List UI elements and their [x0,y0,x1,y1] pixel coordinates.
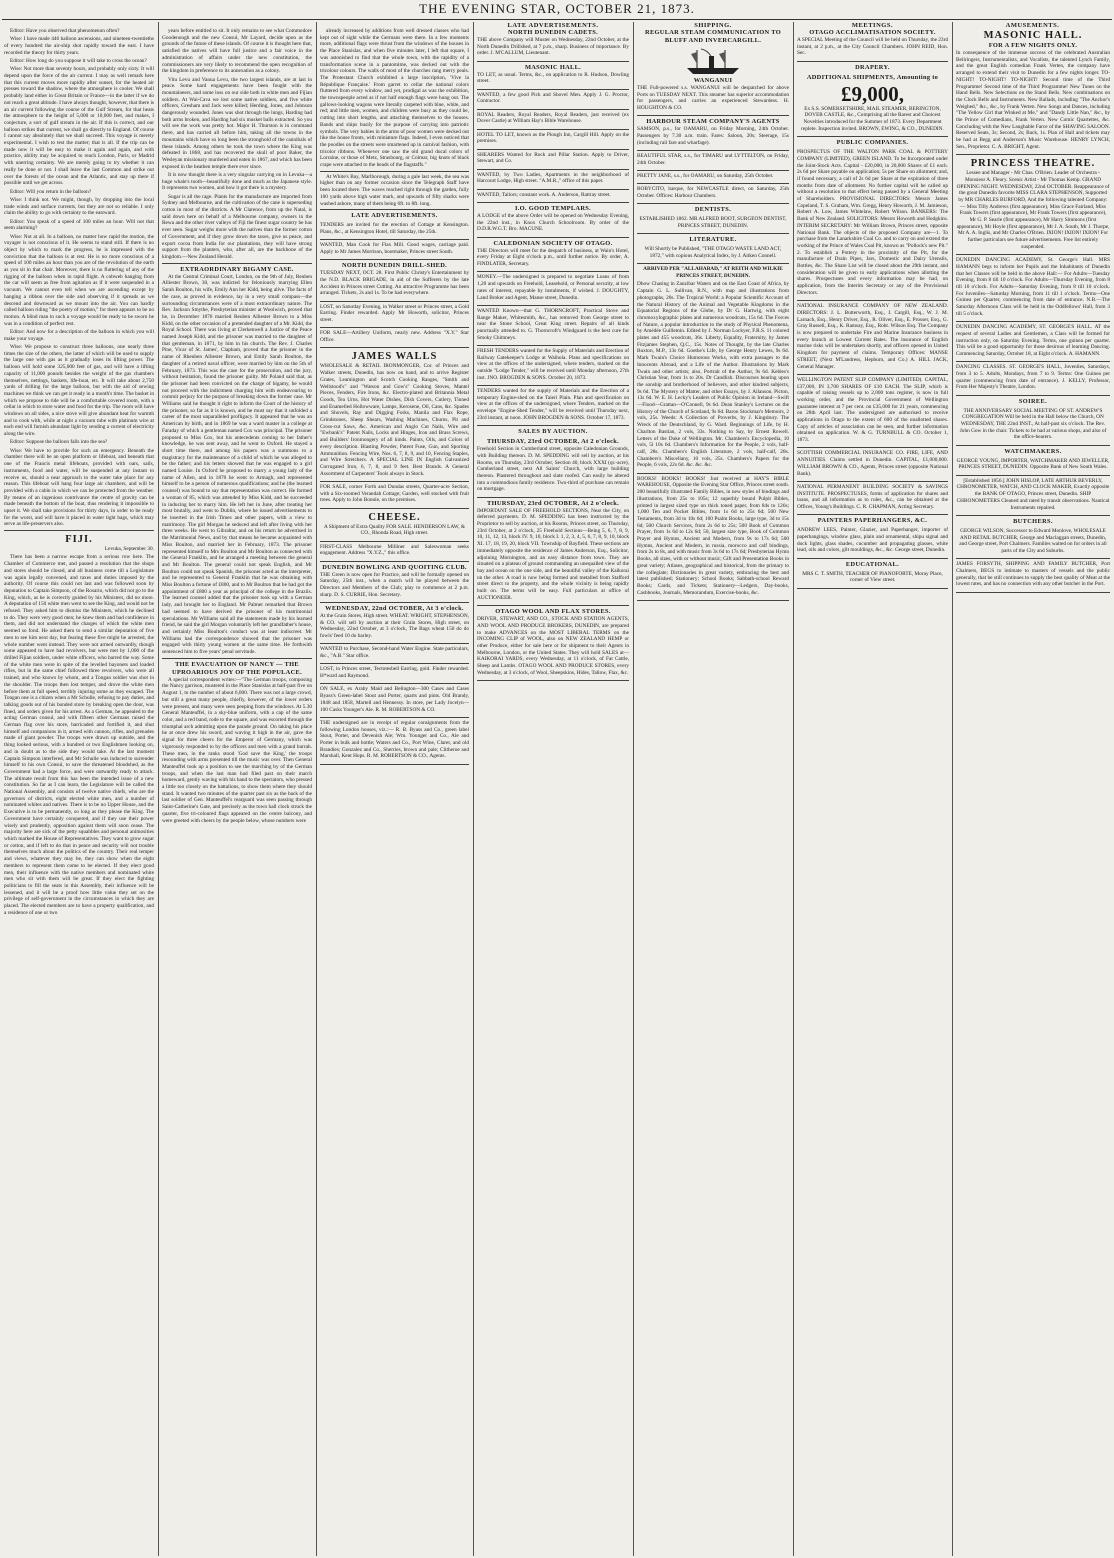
column-rule [473,22,474,1556]
column-6 [797,28,948,1556]
advertisement [320,543,469,562]
ad-text: WELLINGTON PATENT SLIP COMPANY (LIMITED). CAPITAL, £37,000, IN 3,700 SHARES OF £10 EACH. The SLIP, which is capable of raising vessels up to 2,000 tons register, is now in full working order, and the Provincial Government of Wellington guarantee interest at 7 per cent. on £35,000 for 21 years, commencing on 28th April last. The undersigned are authorised to receive applications in Otago to the extent of 600 of the unallotted shares. Copy of articles of association can be seen, and further information obtained on application. W. & G. TURNBULL & CO. October 1, 1873. [797,376,948,444]
educational-heading: EDUCATIONAL. [845,560,900,568]
ad-title: PRINCESS THEATRE. [970,158,1096,170]
ad-text: Lessee and Manager - Mr Chas. O'Brien. Leader of Orchestra - Monsieur A. Fleury. Scenic Artist - Mr Thomas Kemp. GRAND OPENING NIGHT. WEDNESDAY, 22nd OCTOBER. Reappearance of the great Dunedin favorite MISS CLARA STEPHENSON, Supported by MR CHARLES BURFORD, And the following talented Company:— Miss Tilly Andrews (first appearance), Miss Grace Fairland, Miss Frank Towers (first appearance), Mr Frank Towers (first appearance), Mr G. P. Searle (first appearance), Mr Harry Simmons (first appearance), Mr Hoyle (first appearance), Mr J. A. South, Mr J. Thorpe, Mr A. A. Inglis, and Mr Charles O'Brien. IXION! IXION! IXION! For further particulars see future advertisements. Free list entirely suspended. [956,170,1110,250]
advertisement [320,329,469,348]
advertisement [637,172,789,184]
ad-title: CALEDONIAN SOCIETY OF OTAGO. [493,239,613,247]
ad-text: JAMES FORSYTH, SHIPPING AND FAMILY BUTCHER, Port Chalmers, BEGS to intimate to masters of vessels and the public generally, that he still continues to supply the best quality of Meat at the lowest rates, and has no connection with any other butcher in the Port. [956,561,1110,588]
masthead-rule [2,19,1112,20]
ad-text: BOOKS! BOOKS! BOOKS! Just received at HAY'S BIBLE WAREHOUSE, Opposite the Evening Star Office, Princes street south. 200 beautifully illustrated Family Bibles, in new styles of bindings and illustrations, from 25s to 105s; 12 superbly bound Pulpit Bibles, printed in largest sized type on thick toned paper, from 84s to 126s; 1,000 Ten and Pocket Bibles, from 1s 6d to 25s 6d; 500 New Testaments, from 3d to 10s 6d; 100 Psalm Books, large type, 3d to 15s 6d; 500 Church Services, from 2s 6d to 25s; 500 Book of Common Prayer, from 1s 6d to 12s 6d; 50, largest size type, Book of Common Prayer and Hymns, Ancient and Modern, from 9s to 17s 6d; 500 Hymns, Ancient and Modern, in russia, morocco and calf bindings, from 2s to 8s, and with music from 3s 6d to 17s 6d; Presbyterian Hymn Books, all sizes, with or without music; Gift and Presentation Books in great variety; Atlases, geographical and historical, from the primary to the collegiate; Dictionaries in great variety, embracing the best and latest published; Stationery; School Books; Sabbath-school Reward Books; Cards, and Tickets; Stationery—Ledgers, Day-books, Cashbooks, Journals, Memorandum, Exercise-books, &c. [637,475,789,596]
ad-title: NORTH DUNEDIN CADETS. [507,29,599,36]
ad-text: SAMSON, p.s., for OAMARU, on Friday Morning, 24th October. Passengers by 7.30 a.m. train. Fares: Saloon, 20s; Steerage, 15s (including rail fare and wharfage). [637,126,789,146]
advertisement [637,215,789,234]
ad-title: OTAGO ACCLIMATISATION SOCIETY. [809,29,936,36]
column-4 [477,28,629,1556]
article-paragraph: At White's Bay, Marlborough, during a gale last week, the sea was higher than on any former occasion since the Telegraph Staff have been located there. The waves reached right through the garden, fully 100 yards above high water mark, and upwards of fifty sharks were washed ashore, many of them being 6ft. to 8ft. long. [320,173,469,207]
advertisement [797,570,948,589]
advertisement [477,28,629,62]
ship-name: WANGANUI [693,77,733,84]
ad-text: FOR SALE, corner Forth and Dundas streets, Quarter-acre Section, with a Six-roomed Verandah Cottage; Garden, well stocked with fruit trees. Apply to John Bonnie, on the premises. [320,483,469,504]
ad-title: CHEESE. [368,511,421,523]
advertisement [637,265,789,473]
advertisement [320,665,469,684]
article-paragraph: It is now thought there is a very singular carrying on in Levuka—a huge whale's tooth—beautifully done and much as the Japanese style. It represents two women, and how it got there is a mystery. [162,171,312,192]
ad-text: DUNEDIN DANCING ACADEMY, St. George's Hall. MRS HAMANN begs to inform her Pupils and the Inhabitants of Dunedin that her Classes will be held in the above Hall:— For Adults—Tuesday Evening, from 8 till 10 o'clock. For Adults—Thursday Evening, from 8 till 10 o'clock. For Adults—Saturday Evening, from 8 till 10 o'clock. For Juveniles—Saturday Morning, from 11 till 1 o'clock. Terms—One Guinea per Quarter, commencing from date of entrance. N.B.—The Saturday Afternoon Class will be held in the Oddfellows' Hall, from 3 till 5 o'clock. [956,257,1110,317]
bigamy-title: EXTRAORDINARY BIGAMY CASE. [180,265,294,273]
column-rule [316,22,317,1556]
article-paragraph: Editor: Will you return in the balloon? [10,188,92,195]
ad-text: BOBYCITO, barque, for NEWCASTLE direct, on Saturday, 25th October. Offices: Harbour Chambers. [637,186,789,200]
advertisement [956,323,1110,362]
shipping-header: SHIPPING. [694,22,732,29]
ad-text: SCOTTISH COMMERCIAL INSURANCE CO. FIRE, LIFE, AND ANNUITIES. Claims settled in Dunedin. CAPITAL, £1,000,000. WILLIAM BROWN & CO., Agents, Princes street (opposite National Bank). [797,450,948,477]
ad-text: LOST, in Princes street, Tectotesbell Earring, gold. Finder rewarded. H*ward and Raymond. [320,666,469,680]
advertisement [320,719,469,765]
public-companies-heading: PUBLIC COMPANIES. [836,139,909,147]
ad-text: IMPORTANT SALE OF FREEHOLD SECTIONS, Near the City, on deferred payments. D. M. SPEDDING has been instructed by the Proprietor to sell by auction, at his Rooms, Princes street, on Thursday, 23rd October, at 2 o'clock, 25 Freehold Sections—Being 5, 6, 7, 8, 9, 10, 11, 12, 13, block IV. 9, 10, block I. 1, 2, 3, 4, 5, 6, 7, 8, 9, 10, block XI. 17, 18, 19, 20, block VII. Township of Bayfield. These sections are immediately opposite the residence of James Anderson, Esq., Solicitor, adjoining Mornington, and an easy distance from town. They are situated on a plateau of ground commanding an unequalled view of the bay and ocean on the one side, and the beautiful valley of the Kaikorai on the other. A road is now being formed and metalled from Stafford street direct to the property, and the whole vicinity is being rapidly built on. The terms will be easy. Full particulars at office of AUCTIONEER. [477,507,629,601]
article-paragraph: Editor: Have you observed that phenomenon often? [10,28,120,34]
literature-heading: LITERATURE. [689,236,737,244]
advertisement [477,273,629,305]
dentists-heading: DENTISTS. [694,206,732,214]
ad-text: DUNEDIN DANCING ACADEMY, ST. GEORGE'S HALL. AT the request of several Ladies and Gentlemen, a Class will be formed for instruction only, on Saturday Evening. Terms, one guinea per quarter. This will be a good opportunity for those desirous of learning Dancing. Commencing Saturday, October 18, at Eight o'clock. A. HAMANN. [956,324,1110,357]
ad-text: WHOLESALE & RETAIL IRONMONGER, Cor. of Princes and Walker streets, Dunedin, has now on hand, and to arrive Register Grates, Leamington and Scotch Cooking Ranges, "Smith and Wellstood's" and "Watson and Gow's" Cooking Stoves, Mantel Pieces, Fenders, Fire Irons, &c. Electro-plated and Britannia Metal Goods, Tea Urns, Hot Water Dishes, Dish Covers, Cutlery, Tinned and Enamelled Hollowware, Lamps, Kerosene, Oil, Cans, &c. Spades and Shovels, Ray and Digging Forks, Manila and Flax Rope, Grindstones, Sheep Shears, Washing Machines, Churns, Pit and Cross-cut Saws, &c. American and Anglo Cut Nails, Wire and "Ewbank's" Patent Nails, Locks and Hinges, Iron and Brass Screws, and Builders' Ironmongery of all kinds. Paints, Oils, and Colors of every description. Blasting Powder, Patent Fuse, Gun, and Sporting Ammunition. Fencing Wire, Nos. 6, 7, 8, 9, and 10, Fencing Staples, and Wire Stretchers. A SPECIAL LINE IN English Galvanized Corrugated Iron, 6, 7, 8, and 9 feet. Best Brands. A General Assortment of Carpenters' Tools always in Stock. [320,363,469,477]
article-paragraph: years before entitled to sit. It only remains to see what Commodore Goodenough and the new Consul, Mr Layard, decide upon as the grounds of the future of these islands. Of course it is thought here that, satisfied the natives will have full justice and a fair voice in the administration of affairs under the new constitution, the commissioners are very likely to recommend the open recognition of the kingdom in preference to its annexation as a colony. [162,28,312,75]
advertisement [797,483,948,515]
ad-title: HARBOUR STEAM COMPANY'S AGENTS [646,118,780,126]
article-paragraph: Editor: Suppose the balloon falls into the sea? [10,439,108,446]
fiji-dateline: Levuka, September 30. [104,546,154,553]
fiji-title: FIJI. [65,534,93,546]
column-rule [633,22,634,1556]
column-rule [952,22,953,1556]
article-paragraph: Editor: How long do you suppose it will take to cross the ocean? [10,58,147,64]
advertisement [956,28,1110,155]
advertisement [797,28,948,62]
advertisement [637,152,789,171]
advertisement [477,499,629,606]
ad-text: PROSPECTUS OF THE WALTON PARK COAL & POTTERY COMPANY (LIMITED), GREEN ISLAND. To be Incorporated under the Joint-Stock Acts. Capital - £20,000, in 20,000 Shares of £1 each. 2s 6d per Share payable on application; 5s per Share on allotment; and, if found necessary, a call of 2s 6d per Share at the expiration of three months from date of allotment. No further capital will be called up without a resolution to that effect being passed by a General Meeting of Shareholders. PROVISIONAL DIRECTORS: Messrs James Copeland, T. S. Graham, Wm. Gregg, Henry Howorth, J. M. Jamieson, Robert A. Low, James Whitelaw, Robert Wilson. BANKERS: The Bank of New Zealand. SOLICITORS: Messrs Howorth and Hodgkins. INTERIM SECRETARY: Mr William Brown, Princes street, opposite National Bank. The objects of the proposed Company are—1. To purchase from the Lanarkshire Coal Co. and to carry on and extend the working of the Prince of Wales Coal Pit, known as "Pollock's new Pit." 2. To establish a Pottery in the proximity of the Pit, for the manufacture of Drain Pipes, Jars, Domestic and Dairy Utensils, Bottles, &c. The Share List will be closed about the 29th instant, and consideration will be given to early applications when allotting the shares. Prospectuses and every information may be had, on application, from the Interim Secretary or any of the Provisional Directors. [797,149,948,296]
divider [162,263,312,264]
ad-title: I.O. GOOD TEMPLARS. [514,205,592,212]
advertisement [320,221,469,240]
ad-subtitle: FOR A FEW NIGHTS ONLY. [988,42,1078,49]
ad-title: DUNEDIN BOWLING AND QUOITING CLUB. [322,563,467,571]
article-paragraph: Wise: Not more than seventy hours, and probably only sixty. It will depend upon the force of the air current. I may as well remark here that this current moves more rapidly after sunset, for the heated air presses toward the shadow, where the atmosphere is cooler. We shall probably land either in Great Britain or France—in the latter if we do not reach a great altitude. I have always thought, however, that there is an air current following the course of the Gulf Stream, for that heats the atmosphere to the height of 5,000 or 10,000 feet, and makes, I conjecture, a sort of gulf stream in the air. If this is correct, and our balloon strikes that current, we shall go directly to England. Of course I cannot say absolutely that we shall succeed. This voyage is merely experimental. I wish to test the matter; that is all. If the trip can be made now it will be easy to make it again and again, and with practice, ability may be acquired to reach London, Paris, or Madrid with unerring certainty. We are merely going to try whether it can really be done or not. I shall leave the last Common and strike out over the forests of the ocean and the Atlantic, and stay up there if possible until we get across. [4,66,154,187]
ad-text: ESTABLISHED 1862. MR ALFRED BOOT, SURGEON DENTIST, PRINCES STREET, DUNEDIN. [639,216,787,230]
advertisement [477,437,629,498]
advertisement [477,607,629,681]
watchmakers-heading: WATCHMAKERS. [1004,447,1062,455]
advertisement [320,349,469,482]
divider [320,171,469,172]
ad-text: GEORGE WILSON, Successor to Edward Monlove, WHOLESALE AND RETAIL BUTCHER, George and Maclaggan streets, Dunedin, and George street, Port Chalmers. Families waited on for orders in all parts of the City and Suburbs. [959,527,1107,554]
advertisement [320,510,469,542]
advertisement [797,73,948,137]
ad-text: ROYAL Readers, Royal Readers, Royal Readers, just received (ex Dover Castle) at William Hay's Bible Warehouse. [477,111,629,125]
advertisement [477,111,629,130]
ad-text: TENDERS are invited for the erection of Cottage at Kensington. Plans, &c., at Kensington Hotel, till Saturday, the 25th. [320,222,469,235]
butchers-heading: BUTCHERS. [1013,517,1053,525]
advertisement [320,563,469,603]
advertisement [477,204,629,238]
ad-title: REGULAR STEAM COMMUNICATION TO BLUFF AND INVERCARGILL. [645,29,781,44]
meetings-header: MEETINGS. [851,22,894,29]
advertisement [320,604,469,644]
advertisement [477,171,629,190]
auction-heading: SALES BY AUCTION. [518,428,588,436]
advertisement [956,477,1110,516]
ad-text: MRS C. T. SMITH, TEACHER OF PIANOFORTE, Moray Place, corner of View street. [802,570,943,584]
ad-text: THE Full-powered s.s. WANGANUI will be despatched for above Ports on TUESDAY NEXT. This steamer has superior accommodation for passengers, and carries an experienced Stewardess. H. HOUGHTON & CO. [637,85,789,112]
advertisement [477,131,629,150]
ad-text: TENDERS wanted for the supply of Materials and the Erection of a temporary Engine-shed on the Taieri Plain. Plan and specification on view at the offices of the undersigned, where Tenders, marked on the envelope "Engine-Shed Tender," will be received until Thursday next, 23rd instant, at noon. JOHN BROGDEN & SONS. October 17, 1873. [477,388,629,421]
article-paragraph: already increased by additions from well dressed classes who had kept out of sight while the Germans were there. In a few moments more, additional flags were thrust from the windows of the houses in the Place Stanislas, and when five minutes later, I left that square, I was astonished to find that the whole town, with the rapidity of a transformation scene in a pantomime, was decked out with the tricolour colours. The walls of most of the churches rang merry peals. The Protestant Church exhibited a large inscription, 'Vive la République Française.' From garret to cellar the national colors fluttered from every window, and yet, prodigal as was the exhibition, the townspeople acted as if not half enough flags were hung out. The gallows-looking wagons were literally carpeted with blue, white, and red; and little men, women, and children were busy as they could be, cutting into short lengths, and attaching themselves to the houses. Bands and ships busily for the purpose of carrying into patriotic symbols. The very babies in the arms of poor women were decked out like the house fronts, with miniature flags. Indeed, I even noticed that the poodles on the streets were smartened up in carnival fashion, with tricolor ribbons. Whenever one saw the old grand ducal colors of Lorraine, or those of Metz, Strasbourg, or Colmar, big knots of black crape were attached to the heads of the flagstaffs." [320,28,469,169]
advertisement [320,303,469,329]
nancy-title: THE EVACUATION OF NANCY — THE UPROARIOUS JOY OF THE POPULACE. [172,660,302,676]
ad-text: THE Green is now open for Practice, and will be formally opened on Saturday, 25th inst., when a match will be played between the Directors and Members of the Club; play to commence at 2 p.m. sharp. D. S. CURRIE, Hon. Secretary. [320,571,469,598]
advertisement [797,526,948,558]
ad-text: WANTED, a few good Pick and Shovel Men. Apply J. G. Proctor, Contractor. [477,91,629,105]
column-7 [956,28,1110,1556]
amusements-header: AMUSEMENTS. [1005,22,1060,29]
advertisement [477,91,629,110]
masthead: THE EVENING STAR, OCTOBER 21, 1873. [419,1,695,16]
steamship-icon [683,46,743,76]
column-2 [162,28,312,1556]
ad-text: WANTED to Purchase, Second-hand Water Engine. State particulars, &c., "A.B." Star office. [320,646,469,660]
advertisement [477,191,629,203]
advertisement [956,527,1110,559]
advertisement [477,387,629,426]
article-paragraph: Wise: We propose to construct three balloons, one nearly three times the size of the others, the latter of which will be used to supply the large one with gas as it gradually loses its lifting power. The balloon will hold some 325,000 feet of gas, and will have a lifting capacity of 11,000 pounds besides the weight of the gas chambers themselves, nettings, baskets, life-boat, etc. It will take about 2,750 yards of drilling for the large balloon, but with the aid of sewing machines we think we can get it ready in a month's time. The basket in which we propose to ride will be a comfortable covered room, with a cellar in which to store water and food for the trip. The room will have windows on all sides, a nice stove will give abundant heat for warmth and to cook with, while at night a vacuum tube with platinum wire at each end will furnish abundant light by sending a current of electricity along the wire. [4,343,154,438]
advertisement [956,363,1110,395]
ad-text: WANTED Known—that G. THORNCROFT, Practical Stove and Range Maker, Whitesmith, &c., has removed from George street to near the Stone School, Great King street. Repairs of all kinds punctually attended to. G. Thorncroft's Windguard is the best cure for Smoky Chimneys. [477,307,629,341]
article-paragraph: Editor: You speak of a speed of 100 miles an hour. Will not that seem alarming? [4,218,154,232]
advertisement [320,645,469,664]
ad-title: NORTH DUNEDIN DRILL-SHED. [341,262,448,270]
ad-text: A SPECIAL Meeting of the Council will be held on Thursday, the 23rd instant, at 2 p.m., at the City Council Chambers. JOHN REID, Hon. Sec. [797,37,948,57]
drapery-heading: DRAPERY. [855,63,890,71]
ad-text: Ex S.S. SOMERSETSHIRE, MAIL STEAMER, BERINGTON, DOVER CASTLE, &c., Comprising all the Rarest and Choicest Novelties introduced for the Summer of 1873. Every Department replete. Inspection invited. BROWN, EWING, & CO., DUNEDIN. [801,105,944,132]
article-paragraph: Sugar is all the rage. Plants for the manufacture are imported from Sydney and Melbourne, and the cultivation of the cane is superseding cotton in most of the districts. A Mr Clarence, from up the Natal, is said down here on behalf of a Melbourne company, owners in the Rewa and the other river valleys of Fiji the finest sugar country he has ever seen. Sugar weighs more with the natives than the former cotton of Government, and if they grow down the taxes, give us peace, and export cocoa from India for our plantations, they will have strong support from the planters, who, after all, are the backbone of the kingdom.—New Zealand Herald. [162,193,312,260]
ad-text: WANTED, Man Cook for Flax Mill. Good wages, carriage paid. Apply to Mr James Morrison, bootmaker, Princes street South. [320,242,469,255]
ad-title: WEDNESDAY, 22nd OCTOBER, At 3 o'clock. [325,605,464,613]
ad-title: THURSDAY, 23rd OCTOBER, At 2 o'clock. [487,499,619,507]
ad-text: Dhow Chasing in Zanzibar Waters and on the East Coast of Africa, by Captain G. L. Sullivan, R.N., with map and illustrations from photographs, 20s. The Tropical World: a Popular Scientific Account of the Natural History of the Animal and Vegetable Kingdoms in the Equatorial Regions of the Globe, by Dr G. Hartwig, with eight chromoxylographic plates and numerous woodcuts, 15s 6d. The Forces of Nature, a popular introduction to the study of Physical Phenomena, by Amédée Guillemin. Edited by J. Norman Lockyer, F.R.S. 11 colored plates and 455 woodcuts, 36s. Liberty, Equality, Fraternity, by James Fitzjames Stephen, Q.C., 15s. Notes of Thought, by the late Charles Buxton, M.P., 13s 6d. Goethe's Life, by George Henry Lewes, 9s 6d. Mark Twain's Choice Humorous Works, with extra passages to the Innocents Abroad, and a Life of the Author. Illustrations by Mark Twain and other artists; also, Portrait of the Author, 9s 6d. Kebles's Christian Year, from 1s to 20s. Dr Candlish. Discourses bearing upon the sonship and brotherhood of believers, and other kindred subjects, 9s 6d. The Mystery of Matter, and other Essays, by J. Allanson. Picton, 13s 6d. W. E. H. Lecky's Leaders of Public Opinion in Ireland—Swift—Flood—Grattan—O'Connell, 9s 6d. Dean Stanley's Lectures on the History of the Church of Scotland, 9s 6d. Baron Stockmar's Memoirs, 2 vols, 25s. Weeds: A Collection of Proverbs, by J. Kingsbury. The Wreck of the Deutschland, by G. Ward. Beginnings of Life, by H. Charlton Bastian, 2 vols, 33s. Nothing to Say, by Ernest Rowell. Letters of the Duke of Wellington. Mr. Chambers's Encyclopedia, 10 vols, 5l 10s 6d. Chambers's Information for the People, 2 vols, half-calf, 28s. Chambers's English Literature, 2 vols, half-calf, 28s. Chambers's Miscellany, 10 vols, 25s. Chambers's Papers for the People, 6 vols, 22s 6d. &c. &c. &c. [637,281,789,469]
advertisement [797,376,948,449]
ad-text: ANDREW LEES, Painter, Glazier, and Paperhanger, importer of paperhangings, window glass, plain and ornamental, shipu signal and dock lights, glass shades, cucumber and propagating glasses, white lead, oils and colors, gilt mouldings, &c., &c. George street, Dunedin. [797,527,948,554]
divider [162,658,312,659]
article-paragraph: Wise: Not at all. In a balloon, no matter how rapid the motion, the voyager is not conscious of it. He seems to stand still. If there is no object by which to mark the progress, he is impressed with the conviction that the balloon is at rest. He is no more conscious of a speed of 100 miles an hour than you are of the revolution of the earth as you sit in that chair. Moreover, there is no fluttering of any of the rigging of the balloon when in rapid flight. A cobweb hanging from the car will seem as free from agitation as if it were suspended in a vacuum. We cannot even tell when we are ascending except by hanging a ribbon over the side and observing if it spreads as we descend and downward as we mount into the air. You can hardly called balloon riding "the poetry of motion," for there appears to be no motion. A blind man in such a voyage would be ready to be sworn he was in a condition of perfect rest. [4,233,154,327]
ad-text: Freehold Section in Cumberland street, opposite Caledonian Grounds, with Building thereon. D. M. SPEDDING will sell by auction, at his Rooms, on Thursday, 23rd October, Section 40, block XXXI (qr.-acre), Cumberland street, next All Saints' Church, with large building thereon. Plastered throughout and slate roofed. Can easily be altered into a commodious family residence. Two-third of purchase can remain on mortgage. [477,446,629,493]
advertisement [477,239,629,273]
article-paragraph: Editor: And now for a description of the balloon in which you will make your voyage. [4,328,154,342]
advertisement [320,483,469,509]
advertisement [956,156,1110,255]
advertisement [797,302,948,375]
ad-text: THE Directors will meet for the despatch of business, at Wain's Hotel, every Friday at Eight o'clock p.m., until further notice. By order, A. FINDLATER, Secretary. [477,247,629,268]
ad-text: TUESDAY NEXT, OCT. 28. First Public Christy's Entertainment by the N.D. BLACK BRIGADE, in aid of the Sufferers by the late Accident in Princes street Cutting. An attractive Programme has been arranged. Tickets, 2s and 1s. To be had everywhere. [320,270,469,297]
ad-text: MONEY.—The undersigned is prepared to negotiate Loans of from 1,20 and upwards on Freehold, Leasehold, or Personal security, at low rates of interest, repayable by instalments, if wished. J. DOUGHTY, Land Broker and Agent, Manse street, Dunedin. [477,274,629,301]
ad-text: DANCING CLASSES. ST. GEORGE'S HALL, Juveniles, Saturdays, from 3 to 5. Adults, Mondays, from 7 to 9. Terms: One Guinea per quarter (commencing from date of entrance). J. KELLY, Professor, From Her Majesty's Theatre, London. [956,364,1110,391]
ad-text: WANTED, Tailors; constant work. A. Anderson, Rattray street. [477,191,611,198]
ad-text: NATIONAL PERMANENT BUILDING SOCIETY & SAVINGS INSTITUTE. PROSPECTUSES, forms of application for shares and loans, and all information as to rules, &c., can be obtained at the Offices, Young's Buildings. C. R. CHAPMAN, Acting Secretary. [797,483,948,510]
column-3 [320,28,469,1556]
ad-text: GEORGE YOUNG, IMPORTER, WATCHMAKER AND JEWELLER, PRINCES STREET, DUNEDIN. Opposite Bank of New South Wales. [956,457,1110,471]
advertisement [477,307,629,346]
article-paragraph: Vitu Levu and Vanua Levu, the two largest islands, are at last in peace. Some hard engagements have been fought with the mountaineers, and some loss on our side both in white men and Fijian soldiers. At Wai-Cava we lost some native soldiers, and five white officers, Gresham and Jack were killed; Herding, Jones, and Johnson dangerously wounded. Jones was shot through the lungs, Harding had both arms broken, and Harding had six musket balls extracted. So you will see the work was pretty hot. Major H. Thurston is in command there, and has carried all before him, taking all the towns in the mountains which have so long been the stronghold of the cannibals of these islands. Among others he took the town where the King was defeated in 1868, and has recovered the skull of poor Baker, the Wesleyan missionary murdered and eaten in 1867, and which has been exposed in the heathen temple there ever since. [162,76,312,170]
ad-text: A Shipment of Extra Quality FOR SALE. HENDERSON LAW, & CO., Rhonda Road, High street. [323,523,466,537]
article-paragraph: Wise: I have made 446 balloon ascensions, and nineteen-twentieths of every hundred the air-ship shot rapidly toward the east. I have recorded the theory for thirty years. [4,36,154,56]
ad-text: [Established 1856.] JOHN HISLOP, LATE ARTHUR BEVERLY, CHRONOMETER, WATCH, AND CLOCK MAKER, Exactly opposite the BANK OF OTAGO, Princes street, Dunedin. SHIP CHRONOMETERS Cleaned and rated by transit observations. Nautical Instruments repaired. [956,477,1110,511]
advertisement [637,245,789,264]
advertisement [320,685,469,717]
divider [320,209,469,210]
advertisement [477,151,629,170]
advertisement [956,560,1110,592]
ad-text: LOST, on Saturday Evening, in Walker street or Princes street, a Gold Earring. Finder rewarded. Apply Mr Howorth, solicitor, Princes street. [320,303,469,324]
advertisement [956,407,1110,446]
advertisement [637,28,789,116]
advertisement [320,241,469,260]
ad-text: THE ANNIVERSARY SOCIAL MEETING OF ST. ANDREW'S CONGREGATION Will be held in the Hall below the Church, ON WEDNESDAY, THE 22nd INST., At half-past six o'clock. The Rev. John Gow in the chair. Tickets to be had at various shops, and also of the office-bearers. [959,407,1107,441]
ad-text: PRETTY JANE, s.s., for OAMARU, on Saturday, 25th October. [637,173,774,180]
advertisement [637,185,789,204]
advertisement [956,256,1110,322]
ad-text: BEAUTIFUL STAR, s.s., for TIMARU and LYTTELTON, on Friday, 24th October. [637,153,789,166]
ad-text: THE above Company will Muster on Wednesday, 22nd October, at the North Dunedin Drillshed, at 7 p.m., sharp. Business of importance. By order. J. M'CALLUM, Lieutenant. [477,37,629,57]
article-paragraph: There has been a narrow escape from a serious row here. The Chamber of Commerce met, and passed a resolution that the shops and stores should be closed, and all business come till a Legislature was again legally convened, and taxes and duties imposed by the authority. Of course this could not last and was followed soon by deputation to Captain Simpson, of the Rosario, which did not go to the King, which, as he is correctly guided by his Ministers, did no more. A deputation of 150 white men went to see the King, and would not be refused. They asked him to dismiss the Ministers, which he declined to do. They were very good men; he knew them and had confidence in them, and did not understand the charges of which the white men seemed so fond. He asked them to send a similar deputation of five men to see him next day, but fearing these five might be arrested, the whole number went instead. They were not armed outwardly, though some appeared to have had revolvers, but were met by 1,000 of the drilled Fijian soldiers, under white officers, who barred the way. Some of the white men were in spite of the levelled bayonets and loaded rifles, but in the same chief followed three revolvers, who were all trained, and who knows by whom, and a Tongan soldier was shot in the shoulder. The troops then lost temper, and drove the white men before them at full speed, terribly injuring some as they escaped. The Tongan one is a citizen when a Mr Schulle, refusing to pay duties, and talking goods out of his bonded store by breaking open the door, was fined, and orders given for his arrest. As a German, he appealed to the acting German consul, and with fifteen other Germans raised the German flag over his store, barricaded and fortified it, and shut himself and companions in it, armed with cannon, rifles, and grenades made of giant powder. The troops were drawn up outside, and the thing looked serious, with a hundred or two Englishmen looking on, and in doubt as to the side they would take. At the last moment Captain Simpson interfered, and Mr Schulle was induced to surrender himself to his own Consul, to save the threatened bloodshed, as the Government had a large force, and were outwardly ready to attack. The ultimate result from this has been the intended issue of a new constitution. So far as I can learn, the Legislature will be called the National Assembly, and consists of twelve native chiefs, who are the governors of districts, eight elected white men, and a number of nominated whites and natives. There is to be no Upper House, and the Executive is to be permanently, so long as they please the King. The Government have certainly conquered, and if they use their power wisely and prudently, opposition against them will soon cease. The majority here are sick of the petty squabbles and personal animosities which marked the House of Representatives. They want to grow sugar or cotton, and if left to do that in peace and security will not trouble themselves much about the politics of the country. Their real temper and views, whatever they may be, they can show when the eight members to represent them come to be elected. If they elect good men, their influence with the native members and nominated white men who sit with them will be great. If they elect the fighting politicians to fill the seats in this Assembly, their influence will be lessened, and it will be a proof how little value they set on the privilege of self-government in the circumstances in which they are placed. The elected members are to have a property qualification, and a residence of one or two [4,554,154,916]
ad-title: JAMES WALLS [351,351,438,363]
soiree-heading: SOIREE. [1018,397,1048,405]
drapery-amount: £9,000, [841,81,904,106]
ad-text: TO LET, as usual. Terms, &c., on application to R. Hudson, Dowling street. [477,71,629,85]
article-paragraph: Wise: I think not. We might, though, by dropping into the local trade winds and surface currents, but they are not so reliable. I only claim the ability to go with certainty to the eastward. [4,196,154,217]
ad-text: DRIVER, STEWART, AND CO., STOCK AND STATION AGENTS, AND WOOL AND PRODUCE BROKERS, DUNEDIN, are prepared to make ADVANCES on the MOST LIBERAL TERMS on the INCOMING CLIP of WOOL, also on NEW ZEALAND HEMP or other Produce, either for sale here or for shipment to their Agents in Melbourne, London, or the United States. They will hold SALES at— KAIKORAI YARDS, every Wednesday, at 11 o'clock, of Fat Cattle, Sheep and Lambs. OTAGO WOOL AND PRODUCE STORES, every Wednesday, at 3 o'clock, of Wool, Sheepskins, Hides, Tallow, Flax, &c. [477,616,629,676]
article-paragraph: A special correspondent writes:—"The German troops, composing the Nancy garrison, mustered in the Place Stanislas at half-past five on August 1, to the number of about 6,000. There was not a large crowd, but still a great many people, chiefly, however, of the lower orders were present, and many were seen peeping from the windows. At 5.30 General Manteuffel, in a sky-blue uniform, with a cap of the same color, and a red band, rode to the square, and was escorted through the triumphal arch admitting upon the parade ground. On taking his place he at once drew his sword, and waving it high in the air, gave the signal for three cheers for the Emperor of Germany, which was vigorously responded to by the officers and men with a grand hurrah. These men, in the ranks stood 'God save the King,' the troops resounding with arms presented till the music was over. Then General Manteuffel took up a position to see the marching by of the German troops, and when the last man had filed past on their march homeward, gently waving with his hand to the spectators, who pressed a little too closely on the battalions, to show them where they should stand. It wanted two minutes of the quarter past six as the back of the last soldier of Gen. Manteuffel's rearguard was seen passing through Saint-Catherine's Gate, and precisely as the town hall clock struck the quarter, five tri-coloured flags appeared on the centre balcony, and were greeted with cheers by the people below, whose numbers were [162,676,312,824]
column-rule [158,22,159,1556]
ad-text: THE undersigned are in receipt of regular consignments from the following London houses, viz.:— R. B. Byass and Co., green label Stout, Porter, and Devenish Ale; Wm. Younger and Co., Ale and Porter in bulk and bottle; Waters and Co., Port Wine, Claret, and old Brandies; Gonzalez and Co., Sherries, brown and pale; Clitheroe and Marshall, Kent Hops. R. M. ROBERTSON & CO., Agents. [320,719,469,760]
advertisement [637,475,789,601]
advertisement [797,449,948,481]
column-5 [637,28,789,1556]
ad-text: WANTED, by Two Ladies, Apartments in the neighborhood of Harcourt Lodge, High street. "A.M.R.," office of this paper. [477,171,629,185]
ad-text: FIRST-CLASS Melbourne Milliner and Saleswoman seeks engagement. Address "X.Y.Z.," this office. [320,543,469,557]
ad-title: MASONIC HALL. [983,30,1083,41]
late-ads-heading: LATE ADVERTISEMENTS. [351,212,438,220]
ad-text: At the Grain Stores, High street. WHEAT. WRIGHT, STEPHENSON, & CO. will sell by auction at their Grain Stores, High street, on Wednesday, 22nd October, at 3 o'clock, The Bags wheat 150 do do fowls' feed 10 do barley. [320,613,469,640]
ad-title: ADDITIONAL SHIPMENTS, Amounting to [806,73,939,81]
advertisement [797,148,948,301]
ad-text: A LODGE of the above Order will be opened on Wednesday Evening, the 22nd inst., in Knox Church Schoolroom. By order of the D.D.R.W.G.T. Bro. MACUNE. [477,213,629,233]
ad-text: FRESH TENDERS wanted for the Supply of Materials and Erection of Railway Gatekeeper's Lodge at Waihola. Plans and specifications on view at the offices of the undersigned, where tenders, marked on the outside "Lodge Tender," will be received until Monday afternoon, 27th inst. JNO. BROGDEN & SONS. October 20, 1873. [477,347,629,381]
article-paragraph: At the Central Criminal Court, London, on the 9th of July, Reuben Alliester Brown, 30, was indicted for feloniously marrying Ellen Sarah Boulton, his wife, Emily Ann her Kidd, being alive. The facts of the case, as proved in evidence, lay in a very small compass—the surrounding circumstances were of a most extraordinary nature. The Rev. Jackson Smythe, Presbyterian minister at Woolwich, proved that he, in December 1870 married Reuben Alliester Brown to a Miss Kidd, on the other occasion of a pretended daughter of a Mr. Kidd, the Royal School. There was living at Clerkenwell a Justice of the Peace named Joseph Kidd, and the prisoner was married to the daughter of that gentleman, in 1871, by him in his church. The Rev. J. Charles Pine, Vicar of St. James', Clapham, proved that the prisoner in the name of Rheuben Alliester Brown, and Emily Sarah Boulton, the daughter of a retired naval officer, were married by him on the 5th of February, 1873. This was the case for the prosecution, and the jury, without hesitation, found the prisoner guilty. Mr Poland said that, as the prisoner had been convicted on the charge of bigamy, he would not proceed with the indictment charging him with endeavouring to commit perjury for the purpose of breaking down the former case. Mr Williams said he thought it right to inform the Court of the history of the prisoner, so far as it is known, and he must say that it unfolded a career of the most unparalleled profligacy. It appeared that he was an American by birth, and in 1869 he was a ward master in a college at Faraday of which a gentleman named Cox was principal. The prisoner proposed to Miss Cox, but his antecedents coming to her father's knowledge, he was sent away, and he went to Oxford. He stayed a short time there, and among his papers was a summons to a magistracy for the maintenance of a child of which he was alleged to be the father; and his letters showed that he was engaged to a girl named Louise. In Oxford he proposed to marry a young lady of the name of Allen, and in 1870 he went to Armagh, and represented himself to be a person of numerous qualifications; and he (the learned counsel) was bound to say that representation was correct. He formed a woman of 85, which was attended by Miss Kidd, and he succeeded in inducing her to marry him. He left her in June, after treating her most brutally, and went to Dublin, where he issued advertisements to be inserted in the Irish Times and other papers, with a view to matrimony. The girl Morgan he seduced and left after living with her three weeks. He went to Gibraltar, and on his return he advertised in the Matrimonial News, and by that means he became acquainted with Miss Boulton, and married her in February, 1873. The prisoner represented himself to Mrs Boulton and Mr Boulton as connected with the General Franklin, and he arranged a meeting between the general and Mr Boulton. The general could not speak English, and Mr Boulton could not speak Spanish, the prisoner acted as the interpreter, and he represented to General Franklin that he was obtaining with Miss Boulton a fortune of £800, and to Mr Boulton that he had got the appointment of £800 a year as principal of the college in the Brazils. The learned counsel added that the prisoner took up with a German lady, and brought her to England. Mr Palmer remarked that Brown had seemed to have derived the prisoner of his matrimonial speculations. Mr Williams said all the statements made by his learned friend, he said the girl Morgan voluntarily left her grandfather's house, and certainly Miss Boulton's conduct was at least indiscreet. Mr Williams had the correspondence showed that the prisoner was engaged with thirty young women at the same time. He forthwith sentenced him to five years' penal servitude. [162,273,312,656]
ad-text: FOR SALE—Artillery Uniform, nearly new. Address "X.Y." Star Office. [320,330,469,344]
ad-title: MASONIC HALL. [524,63,582,71]
ad-title: OTAGO WOOL AND FLAX STORES. [495,608,611,616]
advertisement [477,347,629,386]
ad-text: In consequence of the immense success of the celebrated Australian Bellringers, Instrumentalists, and Vocalists, the talented Lynch Family, and the great English comedian Frank Verten, the company have arranged to extend their visit to Dunedin for a few nights longer. TO-NIGHT! TO-NIGHT! TO-NIGHT! Second time of the Third Programme! Second time of the Third Programme! New Tunes on the Hand Bells. New Selections on the Stand Bells. New combinations on the Clock Bells and Instruments. New Ballads, including "The Anchor's Weighed," &c., &c., by Frank Verten. New Songs and Dances, including "The Yellow Girl that Winked at Me," and "Dandy Little Nan," &c., by the Prince of Comedians, Frank Verten. New Comic Quartettes, &c. Concluding with the New Laughable Farce of the SHAVING SALOON. Reserved Seats, 3s; Second, 2s; Back, 1s. Plan of Hall and tickets may be had at Begg and Anderson's Music Warehouse. HENRY LYNCH, Sen., Proprietor. C. A. BRIGHT, Agent. [956,50,1110,150]
column-rule [793,22,794,1556]
advertisement [477,63,629,90]
ad-text: ON SALE, ex Araby Maid and Belington—300 Cases and Cases Byass's Green-label Stout and Porter, quarts and pints. Old Brandy, 1848 and 1858, Martell and Hennessy. In store, per Lady Jocelyn—100 Casks Younger's Ale. R. M. ROBERTSON & CO. [320,686,469,713]
late-ads-header: LATE ADVERTISEMENTS. [507,22,599,29]
ad-text: NATIONAL INSURANCE COMPANY OF NEW ZEALAND. DIRECTORS: J. L. Butterworth, Esq., J. Cargill, Esq., W. J. M. Larnach, Esq., Henry Driver, Esq., R. Oliver, Esq., E. Prosser, Esq., G. Gray Russell, Esq., K. Ramsay, Esq., Robt. Wilson Esq. The Company is now prepared to undertake Fire and Marine Insurance business in every branch at Lowest Current Rates. The insurance of English marine risks will be undertaken shortly, and officers opened in United Kingdom for payment of claims. Temporary Offices: MANSE STREET, (Next M'Landress, Hepburn, and Co.) A. HILL JACK, General Manager. [797,303,948,370]
ad-title: ARRIVED PER "ALLAHABAD," AT REITH AND WILKIE PRINCES STREET, DUNEDIN. [643,266,783,280]
advertisement [956,457,1110,476]
ad-title: THURSDAY, 23rd OCTOBER, At 2 o'clock. [487,438,619,446]
advertisement [637,117,789,151]
article-paragraph: Wise: We have to provide for such an emergency. Beneath the chamber there will be an open platform or lifeboat, and beneath that one of the Francis metal lifeboats, provided with oars, sails, instruments, food and water, will be suspended at any instant to receive us, should a near approach to the water take place for any reason. This lifeboat will hang four large air chambers, and will be provided with a cabin in which we can be protected from the weather. By means of an ingenious contrivance the centre of gravity can be made beneath the bottom of the boat, thus rendering it impossible to upset it. We shall take provisions for thirty days, in order to be ready for the worst, and will have it placed in water tight bags, which may serve as life-preservers also. [4,447,154,528]
ad-text: HOTEL TO LET, known as the Plough Inn, Cargill Hill. Apply on the premises. [477,131,629,145]
advertisement [320,261,469,301]
divider [4,530,154,531]
column-1 [4,28,154,1556]
ad-text: Will Shortly be Published, "THE OTAGO WASTE LAND ACT, 1872," with copious Analytical Index, by J. Aitken Connell. [644,246,782,260]
ad-text: SHEARERS Wanted for Rock and Pillar Station. Apply to Driver, Stewart, and Co. [477,151,629,165]
painters-heading: PAINTERS PAPERHANGERS, &C. [817,517,928,525]
